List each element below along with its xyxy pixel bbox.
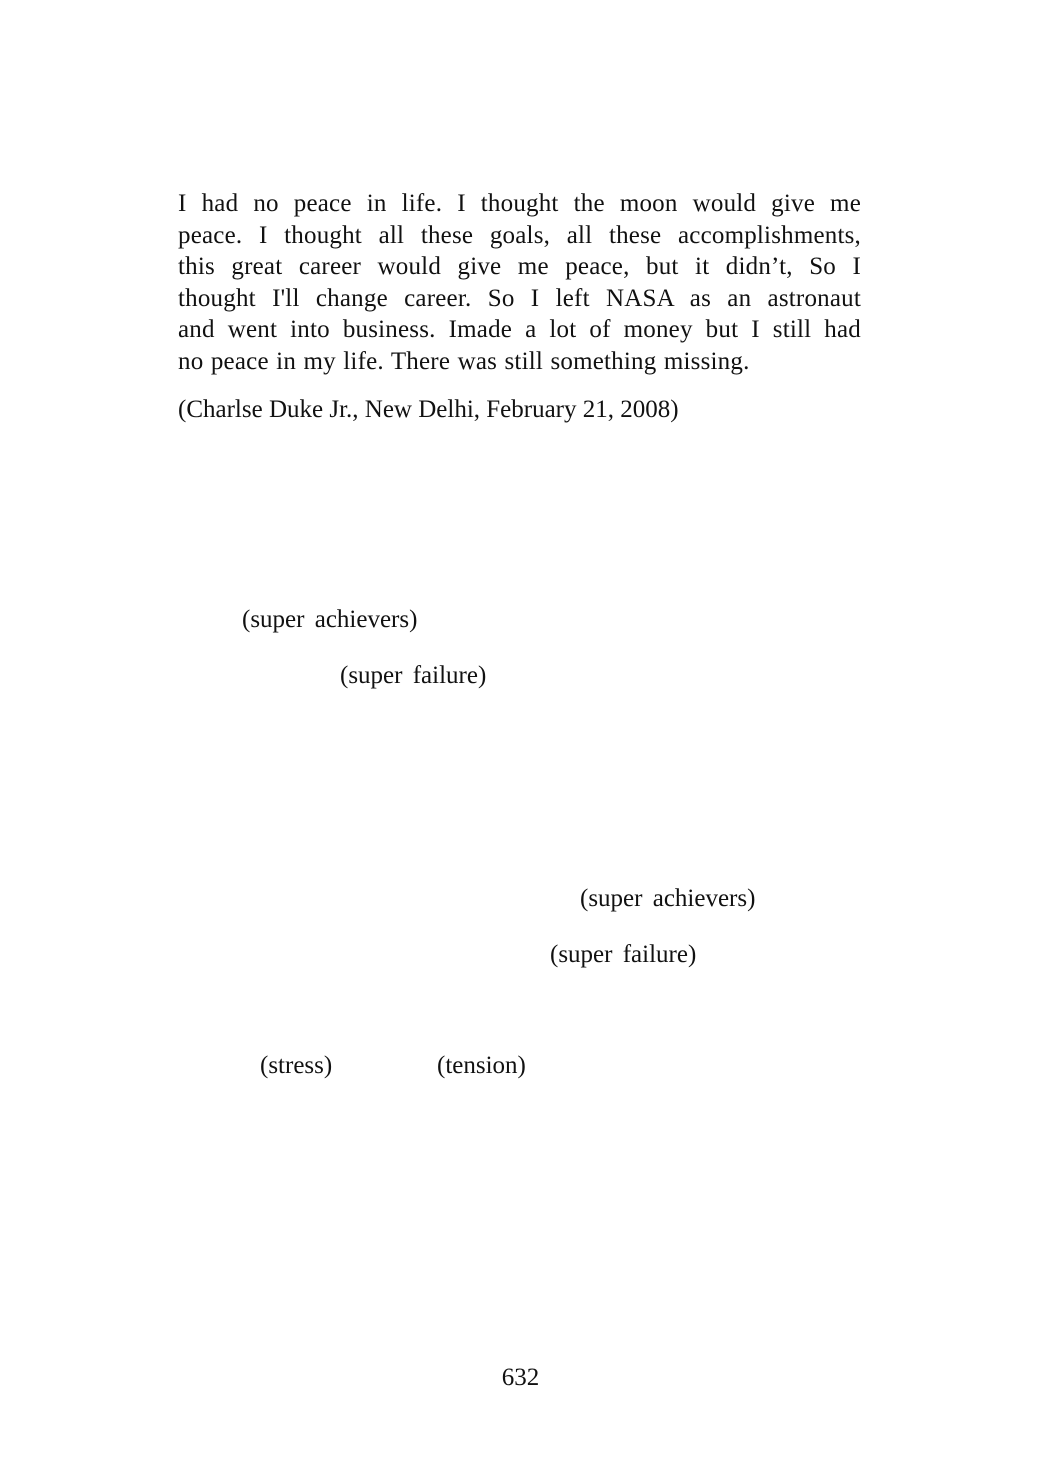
term-super-failure: (super failure) [340,662,487,689]
quote-line: peace. I thought all these goals, all these accomplishments, [178,221,861,249]
term-super-failure: (super failure) [550,941,697,968]
quote-line: I had no peace in life. I thought the moon would give me [178,190,861,217]
quote-paragraph [178,188,861,377]
term-super-achievers: (super achievers) [580,885,756,912]
quote-line: and went into business. Imade a lot of money but I still had [178,316,861,343]
term-tension: (tension) [437,1052,526,1079]
quote-line: thought I'll change career. So I left NASA as an astronaut [178,284,861,312]
quote-line: this great career would give me peace, but it didn’t, So I [178,253,861,280]
quote-attribution: (Charlse Duke Jr., New Delhi, February 21, 2008) [178,396,679,423]
term-stress: (stress) [260,1052,333,1079]
term-super-achievers: (super achievers) [242,606,418,633]
page-number: 632 [501,1364,540,1391]
quote-line: no peace in my life. There was still something missing. [178,347,750,375]
